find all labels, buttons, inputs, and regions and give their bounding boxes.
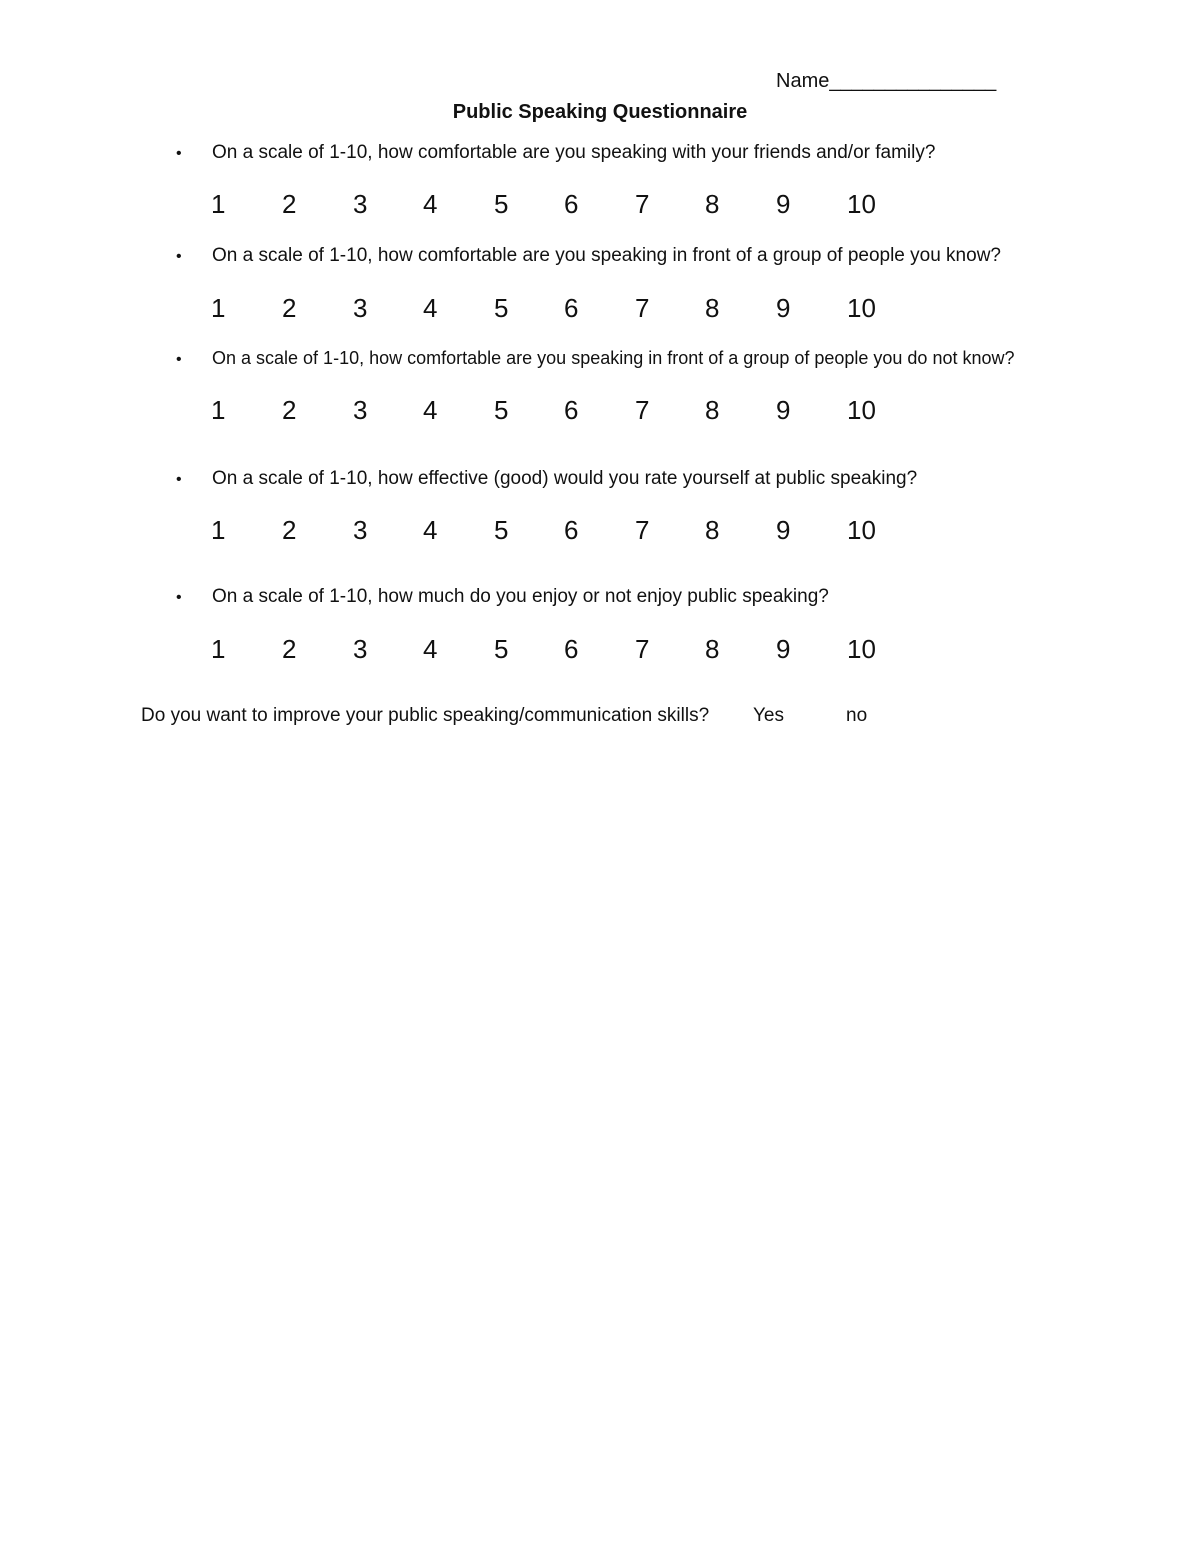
rating-option[interactable]: 8	[705, 189, 720, 219]
question-4-text: On a scale of 1-10, how effective (good) would you rate yourself at public speaking?	[212, 468, 918, 489]
rating-option[interactable]: 4	[423, 634, 438, 664]
yes-option[interactable]: Yes	[753, 705, 784, 726]
rating-option[interactable]: 5	[494, 634, 509, 664]
bullet-icon: •	[176, 351, 182, 368]
rating-option[interactable]: 8	[705, 395, 720, 425]
bullet-icon: •	[176, 248, 182, 265]
rating-option[interactable]: 8	[705, 634, 720, 664]
rating-option[interactable]: 7	[635, 395, 650, 425]
page-title: Public Speaking Questionnaire	[452, 101, 748, 123]
rating-option[interactable]: 6	[564, 515, 579, 545]
rating-option[interactable]: 3	[353, 634, 368, 664]
rating-option[interactable]: 7	[635, 515, 650, 545]
rating-option[interactable]: 6	[564, 293, 579, 323]
rating-option[interactable]: 7	[635, 293, 650, 323]
question-4	[176, 468, 917, 490]
rating-option[interactable]: 10	[847, 634, 876, 664]
question-3	[176, 348, 1015, 369]
rating-option[interactable]: 5	[494, 395, 509, 425]
rating-option[interactable]: 8	[705, 515, 720, 545]
rating-option[interactable]: 6	[564, 189, 579, 219]
rating-option[interactable]: 7	[635, 189, 650, 219]
rating-option[interactable]: 9	[776, 189, 791, 219]
rating-option[interactable]: 4	[423, 189, 438, 219]
rating-option[interactable]: 9	[776, 395, 791, 425]
rating-option[interactable]: 1	[211, 293, 226, 323]
rating-option[interactable]: 8	[705, 293, 720, 323]
rating-option[interactable]: 3	[353, 189, 368, 219]
rating-option[interactable]: 2	[282, 634, 297, 664]
no-option[interactable]: no	[846, 705, 868, 726]
rating-option[interactable]: 4	[423, 515, 438, 545]
rating-option[interactable]: 6	[564, 395, 579, 425]
question-2-text: On a scale of 1-10, how comfortable are you speaking in front of a group of people you know?	[212, 245, 1001, 266]
question-2	[176, 245, 1001, 267]
rating-option[interactable]: 2	[282, 395, 297, 425]
rating-option[interactable]: 5	[494, 189, 509, 219]
rating-option[interactable]: 4	[423, 293, 438, 323]
rating-option[interactable]: 2	[282, 189, 297, 219]
question-1	[176, 142, 935, 164]
rating-option[interactable]: 2	[282, 293, 297, 323]
rating-option[interactable]: 6	[564, 634, 579, 664]
rating-option[interactable]: 9	[776, 634, 791, 664]
bullet-icon: •	[176, 471, 182, 488]
bullet-icon: •	[176, 145, 182, 162]
rating-option[interactable]: 10	[847, 395, 876, 425]
rating-option[interactable]: 3	[353, 293, 368, 323]
rating-option[interactable]: 7	[635, 634, 650, 664]
rating-option[interactable]: 3	[353, 515, 368, 545]
question-1-text: On a scale of 1-10, how comfortable are you speaking with your friends and/or family?	[212, 142, 936, 163]
improve-question-text: Do you want to improve your public speaking/communication skills?	[141, 705, 710, 726]
question-5-text: On a scale of 1-10, how much do you enjoy or not enjoy public speaking?	[212, 586, 829, 607]
question-5	[176, 586, 829, 608]
bullet-icon: •	[176, 589, 182, 606]
rating-option[interactable]: 9	[776, 515, 791, 545]
rating-option[interactable]: 10	[847, 293, 876, 323]
rating-option[interactable]: 5	[494, 515, 509, 545]
rating-option[interactable]: 4	[423, 395, 438, 425]
rating-option[interactable]: 9	[776, 293, 791, 323]
rating-option[interactable]: 1	[211, 515, 226, 545]
rating-option[interactable]: 10	[847, 189, 876, 219]
name-field-label: Name_______________	[776, 70, 997, 92]
rating-option[interactable]: 10	[847, 515, 876, 545]
rating-option[interactable]: 2	[282, 515, 297, 545]
rating-option[interactable]: 1	[211, 189, 226, 219]
question-3-text: On a scale of 1-10, how comfortable are you speaking in front of a group of people you do not know?	[212, 348, 1015, 368]
rating-option[interactable]: 1	[211, 634, 226, 664]
rating-option[interactable]: 1	[211, 395, 226, 425]
rating-option[interactable]: 5	[494, 293, 509, 323]
rating-option[interactable]: 3	[353, 395, 368, 425]
